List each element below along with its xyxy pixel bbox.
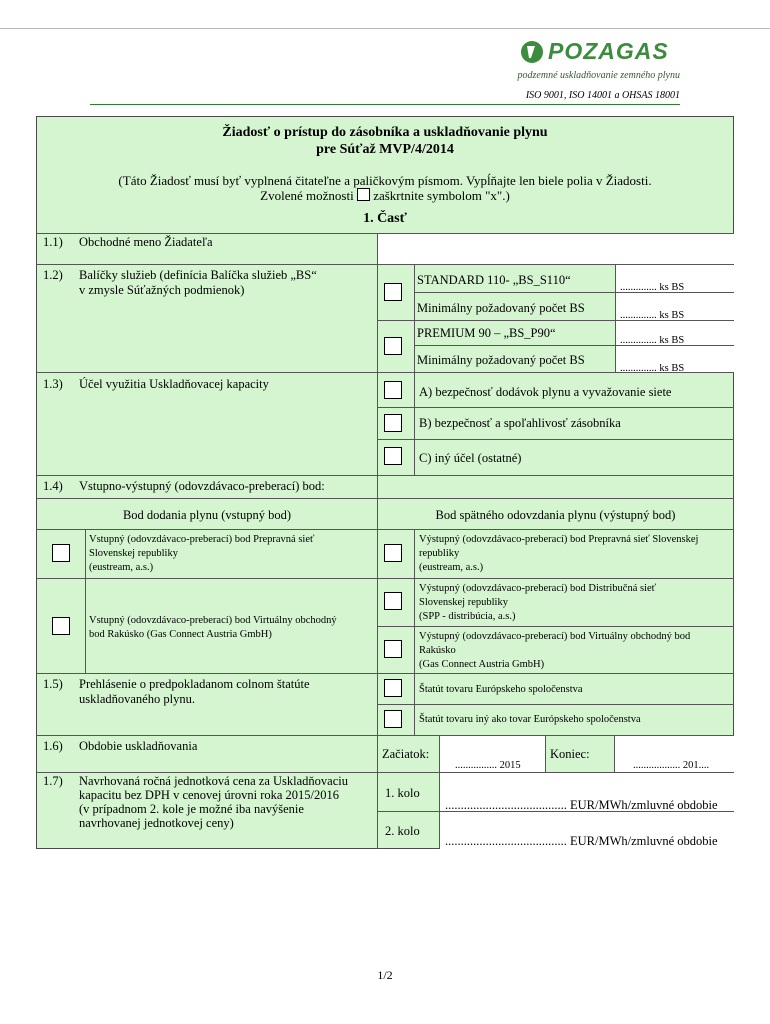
row-1-1-number: 1.1) — [43, 235, 63, 249]
service-package-label-2: v zmysle Súťažných podmienok) — [79, 283, 245, 297]
exit-eustream-checkbox[interactable] — [384, 544, 402, 562]
form-instruction-2: Zvolené možnosti zaškrtnite symbolom "x".) — [260, 188, 510, 203]
unit-price-label-4: navrhovanej jednotkovej ceny) — [79, 816, 234, 830]
start-label: Začiatok: — [382, 747, 430, 761]
customs-status-label-2: uskladňovaného plynu. — [79, 692, 195, 706]
iso-certifications: ISO 9001, ISO 14001 a OHSAS 18001 — [525, 90, 680, 101]
exit-vtp-austria-checkbox[interactable] — [384, 640, 402, 658]
exit-eustream-label: Výstupný (odovzdávaco-preberací) bod Prepravná sieť Slovenskej — [419, 534, 699, 545]
checkbox-sample-icon — [357, 188, 370, 201]
row-1-6-number: 1.6) — [43, 739, 63, 753]
exit-vtp-austria-label-2: Rakúsko — [419, 645, 456, 656]
round-2-price: ....................................... EUR/MWh/zmluvné obdobie — [445, 834, 718, 848]
premium-min-value: .............. ks BS — [620, 363, 685, 374]
capacity-purpose-label: Účel využitia Uskladňovacej kapacity — [79, 377, 269, 391]
purpose-a-checkbox[interactable] — [384, 381, 402, 399]
company-name-label: Obchodné meno Žiadateľa — [79, 235, 213, 249]
round-2-label: 2. kolo — [385, 824, 420, 838]
premium-package-label: PREMIUM 90 – „BS_P90“ — [417, 326, 556, 340]
round-1-label: 1. kolo — [385, 786, 420, 800]
purpose-a-label: A) bezpečnosť dodávok plynu a vyvažovanie siete — [419, 385, 672, 399]
top-divider — [0, 28, 770, 29]
end-label: Koniec: — [550, 747, 590, 761]
round-1-price: ....................................... EUR/MWh/zmluvné obdobie — [445, 798, 718, 812]
row-1-3-number: 1.3) — [43, 377, 63, 391]
premium-count-value: .............. ks BS — [620, 335, 685, 346]
unit-price-label-2: kapacitu bez DPH v cenovej úrovni roka 2015/2016 — [79, 788, 340, 802]
section-heading: 1. Časť — [363, 211, 407, 226]
entry-eustream-label: Vstupný (odovzdávaco-preberací) bod Prepravná sieť — [89, 534, 315, 545]
entry-exit-point-label: Vstupno-výstupný (odovzdávaco-preberací) bod: — [79, 479, 325, 493]
entry-vtp-austria-label: Vstupný (odovzdávaco-preberací) bod Virtuálny obchodný — [89, 615, 337, 626]
entry-point-heading: Bod dodania plynu (vstupný bod) — [122, 508, 292, 522]
exit-spp-checkbox[interactable] — [384, 592, 402, 610]
exit-vtp-austria-label: Výstupný (odovzdávaco-preberací) bod Virtuálny obchodný bod — [419, 631, 691, 642]
eu-goods-label: Štatút tovaru Európskeho spoločenstva — [419, 684, 583, 695]
row-1-2-number: 1.2) — [43, 268, 63, 282]
standard-package-label: STANDARD 110- „BS_S110“ — [417, 273, 571, 287]
eu-goods-checkbox[interactable] — [384, 679, 402, 697]
entry-vtp-austria-label-2: bod Rakúsko (Gas Connect Austria GmbH) — [89, 629, 272, 640]
pozagas-logo-icon — [520, 40, 544, 64]
purpose-c-label: C) iný účel (ostatné) — [419, 451, 522, 465]
exit-point-heading: Bod spätného odovzdania plynu (výstupný bod) — [435, 508, 676, 522]
form-title: Žiadosť o prístup do zásobníka a uskladňovanie plynu — [222, 125, 548, 140]
end-value: .................. 201.... — [633, 760, 710, 771]
non-eu-goods-label: Štatút tovaru iný ako tovar Európskeho spoločenstva — [419, 714, 641, 725]
exit-spp-label-2: Slovenskej republiky — [419, 597, 508, 608]
exit-vtp-austria-label-3: (Gas Connect Austria GmbH) — [419, 659, 545, 670]
standard-min-value: .............. ks BS — [620, 310, 685, 321]
premium-min-label: Minimálny požadovaný počet BS — [417, 353, 585, 367]
unit-price-label: Navrhovaná ročná jednotková cena za Uskladňovaciu — [79, 774, 348, 788]
standard-package-checkbox[interactable] — [384, 283, 402, 301]
exit-eustream-label-3: (eustream, a.s.) — [419, 562, 484, 573]
tagline: podzemné uskladňovanie zemného plynu — [517, 70, 680, 81]
company-name-field[interactable] — [377, 233, 734, 264]
purpose-b-checkbox[interactable] — [384, 414, 402, 432]
form-instruction: (Táto Žiadosť musí byť vyplnená čitateľne a paličkovým písmom. Vypĺňajte len biele polia v Žiadosti. — [118, 173, 652, 188]
exit-eustream-label-2: republiky — [419, 548, 460, 559]
standard-min-label: Minimálny požadovaný počet BS — [417, 301, 585, 315]
standard-count-value: .............. ks BS — [620, 282, 685, 293]
unit-price-label-3: (v prípadnom 2. kole je možné iba navýšenie — [79, 802, 304, 816]
entry-vtp-austria-checkbox[interactable] — [52, 617, 70, 635]
header-divider — [90, 104, 680, 105]
form-subtitle: pre Súťaž MVP/4/2014 — [316, 142, 454, 157]
customs-status-label: Prehlásenie o predpokladanom colnom štatúte — [79, 677, 310, 691]
logo-text: POZAGAS — [548, 38, 669, 64]
premium-package-checkbox[interactable] — [384, 337, 402, 355]
purpose-c-checkbox[interactable] — [384, 447, 402, 465]
application-form — [36, 116, 734, 849]
start-value: ................ 2015 — [455, 760, 521, 771]
page-number: 1/2 — [377, 968, 393, 982]
row-1-5-number: 1.5) — [43, 677, 63, 691]
entry-eustream-label-3: (eustream, a.s.) — [89, 562, 154, 573]
row-1-4-number: 1.4) — [43, 479, 63, 493]
entry-eustream-checkbox[interactable] — [52, 544, 70, 562]
service-package-label: Balíčky služieb (definícia Balíčka služieb „BS“ — [79, 268, 317, 282]
exit-spp-label-3: (SPP - distribúcia, a.s.) — [419, 611, 516, 622]
non-eu-goods-checkbox[interactable] — [384, 710, 402, 728]
row-1-7-number: 1.7) — [43, 774, 63, 788]
exit-spp-label: Výstupný (odovzdávaco-preberací) bod Distribučná sieť — [419, 583, 657, 594]
storage-period-label: Obdobie uskladňovania — [79, 739, 198, 753]
entry-eustream-label-2: Slovenskej republiky — [89, 548, 178, 559]
purpose-b-label: B) bezpečnosť a spoľahlivosť zásobníka — [419, 416, 621, 430]
